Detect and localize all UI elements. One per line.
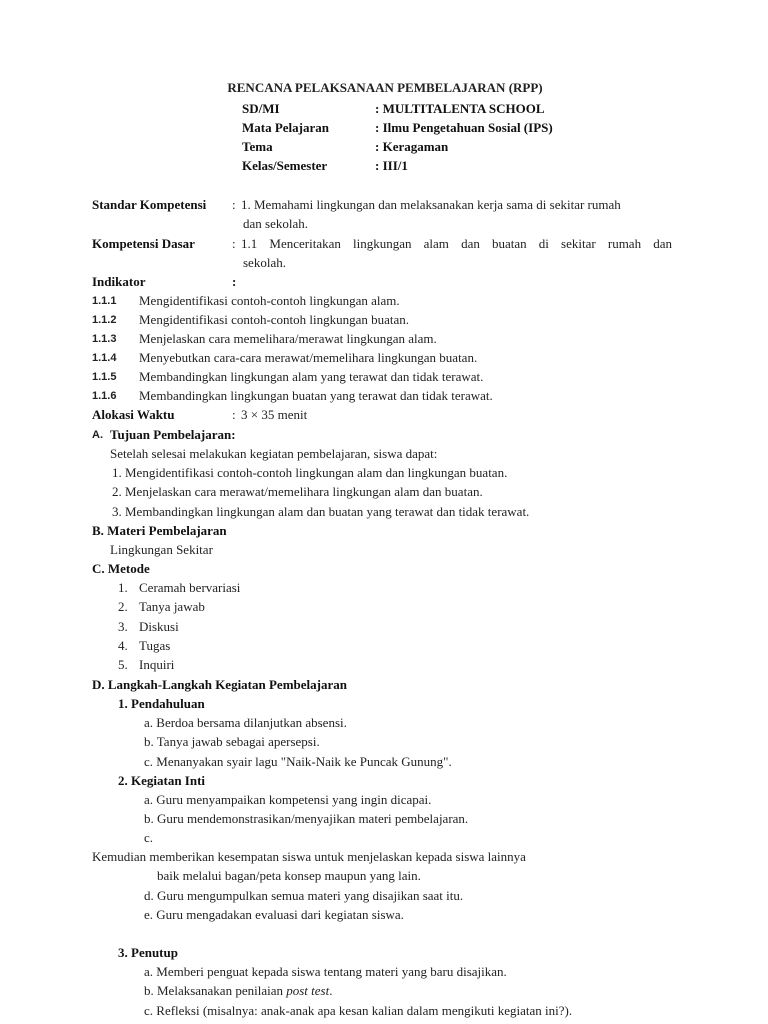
colon: : <box>232 197 236 212</box>
indikator-number: 1.1.1 <box>92 295 117 307</box>
colon: : <box>232 236 236 251</box>
inti-item-c-cont: baik melalui bagan/peta konsep maupun yang lain. <box>157 868 421 883</box>
penutup-item <box>144 982 332 1000</box>
kompetensi-dasar-cont: sekolah. <box>243 255 286 270</box>
metode-number: 3. <box>118 619 128 634</box>
penutup-b-suffix: . <box>329 983 333 998</box>
indikator-item: Menyebutkan cara-cara merawat/memelihara lingkungan buatan. <box>139 350 478 365</box>
metode-item: Ceramah bervariasi <box>139 580 241 595</box>
inti-item-c-text: Kemudian memberikan kesempatan siswa untuk menjelaskan kepada siswa lainnya <box>92 849 526 864</box>
inti-item: d. Guru mengumpulkan semua materi yang disajikan saat itu. <box>144 888 464 903</box>
identity-value: : MULTITALENTA SCHOOL <box>375 101 545 116</box>
identity-value: : Keragaman <box>375 139 449 154</box>
tujuan-item: 3. Membandingkan lingkungan alam dan buatan yang terawat dan tidak terawat. <box>112 504 530 519</box>
pendahuluan-item: a. Berdoa bersama dilanjutkan absensi. <box>144 715 347 730</box>
pendahuluan-item: b. Tanya jawab sebagai apersepsi. <box>144 734 320 749</box>
identity-value: : Ilmu Pengetahuan Sosial (IPS) <box>375 120 553 135</box>
tujuan-item: 1. Mengidentifikasi contoh-contoh lingkungan alam dan lingkungan buatan. <box>112 465 508 480</box>
indikator-item: Mengidentifikasi contoh-contoh lingkungan alam. <box>139 293 400 308</box>
metode-item: Tugas <box>139 638 171 653</box>
metode-number: 2. <box>118 599 128 614</box>
alokasi-label: Alokasi Waktu <box>92 407 175 422</box>
penutup-heading: 3. Penutup <box>118 945 178 960</box>
inti-item: c. <box>144 830 154 845</box>
inti-heading: 2. Kegiatan Inti <box>118 773 206 788</box>
section-letter: A. <box>92 429 103 441</box>
metode-number: 1. <box>118 580 128 595</box>
indikator-number: 1.1.2 <box>92 314 117 326</box>
standar-kompetensi-text: 1. Memahami lingkungan dan melaksanakan kerja sama di sekitar rumah <box>241 197 621 212</box>
pendahuluan-heading: 1. Pendahuluan <box>118 696 205 711</box>
penutup-b-italic: post test <box>286 983 330 998</box>
colon: : <box>232 274 237 289</box>
indikator-item: Menjelaskan cara memelihara/merawat lingkungan alam. <box>139 331 437 346</box>
indikator-number: 1.1.6 <box>92 390 117 402</box>
metode-item: Inquiri <box>139 657 175 672</box>
langkah-heading: D. Langkah-Langkah Kegiatan Pembelajaran <box>92 677 347 692</box>
tujuan-intro: Setelah selesai melakukan kegiatan pembelajaran, siswa dapat: <box>110 446 438 461</box>
indikator-number: 1.1.3 <box>92 333 117 345</box>
identity-label: Mata Pelajaran <box>242 120 330 135</box>
inti-item: a. Guru menyampaikan kompetensi yang ingin dicapai. <box>144 792 432 807</box>
tujuan-heading: Tujuan Pembelajaran: <box>110 427 236 442</box>
tujuan-item: 2. Menjelaskan cara merawat/memelihara lingkungan alam dan buatan. <box>112 484 483 499</box>
materi-text: Lingkungan Sekitar <box>110 542 213 557</box>
standar-kompetensi-label: Standar Kompetensi <box>92 197 207 212</box>
indikator-label: Indikator <box>92 274 146 289</box>
penutup-item: a. Memberi penguat kepada siswa tentang materi yang baru disajikan. <box>144 964 507 979</box>
indikator-number: 1.1.4 <box>92 352 117 364</box>
identity-label: Kelas/Semester <box>242 158 328 173</box>
indikator-item: Mengidentifikasi contoh-contoh lingkungan buatan. <box>139 312 410 327</box>
identity-value: : III/1 <box>375 158 408 173</box>
indikator-item: Membandingkan lingkungan alam yang terawat dan tidak terawat. <box>139 369 484 384</box>
metode-number: 5. <box>118 657 128 672</box>
colon: : <box>232 407 236 422</box>
identity-label: SD/MI <box>242 101 280 116</box>
metode-item: Tanya jawab <box>139 599 205 614</box>
metode-item: Diskusi <box>139 619 179 634</box>
page-title: RENCANA PELAKSANAAN PEMBELAJARAN (RPP) <box>227 80 543 95</box>
pendahuluan-item: c. Menanyakan syair lagu "Naik-Naik ke Puncak Gunung". <box>144 754 452 769</box>
standar-kompetensi-cont: dan sekolah. <box>243 216 308 231</box>
kompetensi-dasar-text: 1.1 Menceritakan lingkungan alam dan buatan di sekitar rumah dan <box>241 236 672 251</box>
inti-item: b. Guru mendemonstrasikan/menyajikan materi pembelajaran. <box>144 811 469 826</box>
penutup-item: c. Refleksi (misalnya: anak-anak apa kesan kalian dalam mengikuti kegiatan ini?). <box>144 1003 573 1018</box>
metode-heading: C. Metode <box>92 561 150 576</box>
inti-item: e. Guru mengadakan evaluasi dari kegiatan siswa. <box>144 907 404 922</box>
penutup-b-prefix: b. Melaksanakan penilaian <box>144 983 287 998</box>
indikator-item: Membandingkan lingkungan buatan yang terawat dan tidak terawat. <box>139 388 493 403</box>
kompetensi-dasar-label: Kompetensi Dasar <box>92 236 195 251</box>
materi-heading: B. Materi Pembelajaran <box>92 523 227 538</box>
identity-label: Tema <box>242 139 273 154</box>
alokasi-value: 3 × 35 menit <box>241 407 308 422</box>
indikator-number: 1.1.5 <box>92 371 117 383</box>
metode-number: 4. <box>118 638 128 653</box>
